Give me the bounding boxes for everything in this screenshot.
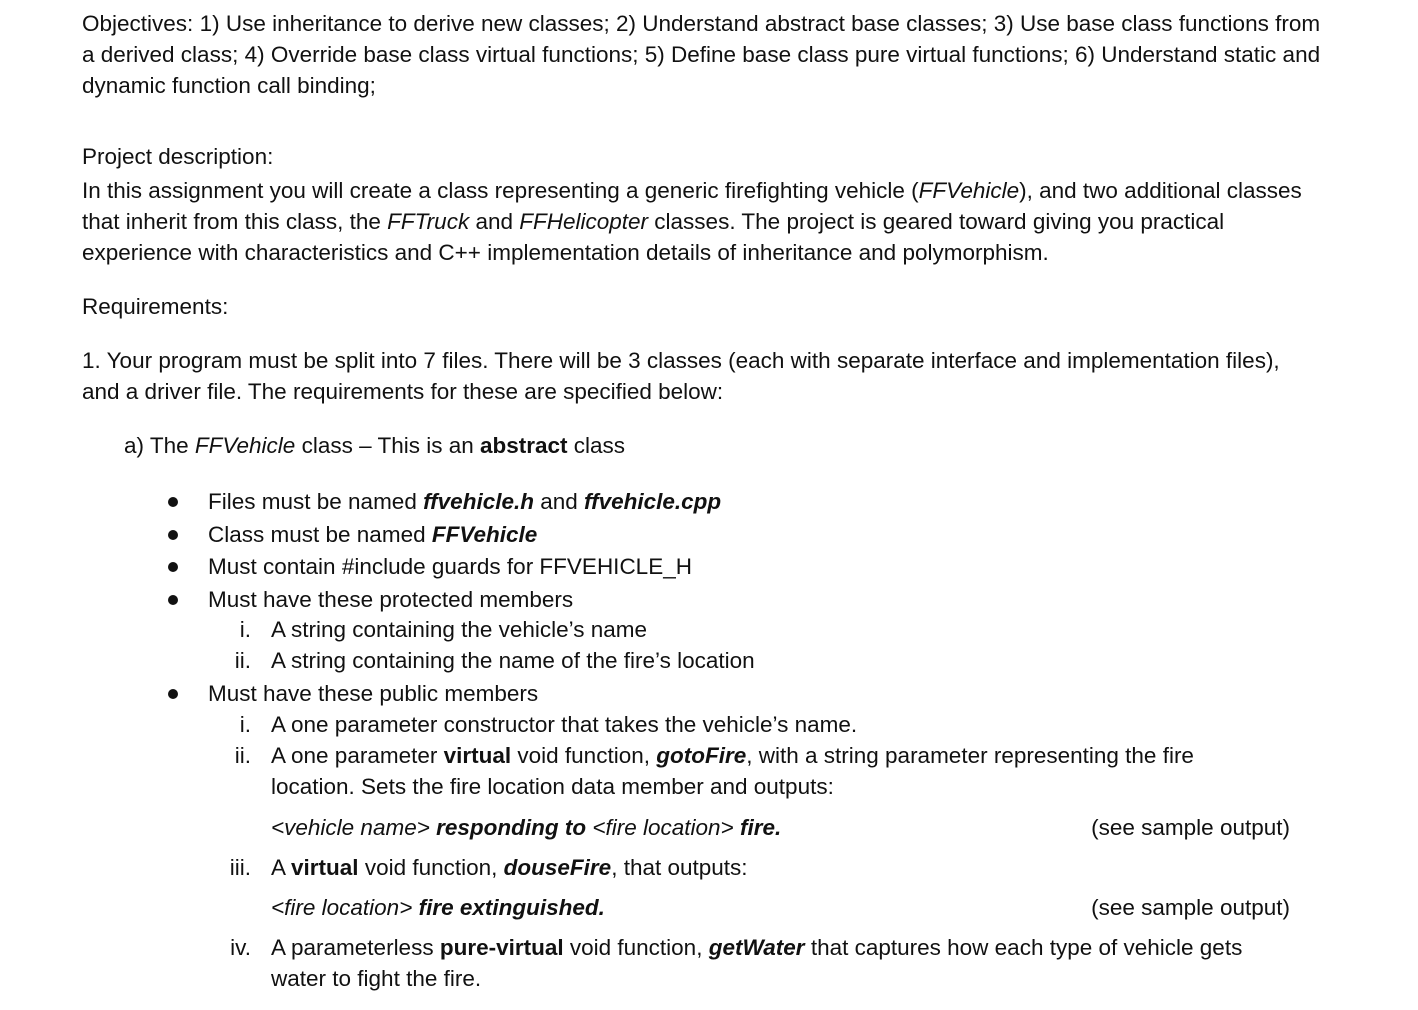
public-item-4-pre: A parameterless <box>271 935 440 960</box>
see-sample-output-2: (see sample output) <box>1091 895 1290 920</box>
output-2-location: <fire location> <box>271 895 419 920</box>
public-num-4: iv. <box>230 935 251 960</box>
function-name-getwater: getWater <box>708 935 805 960</box>
see-sample-output-1: (see sample output) <box>1091 815 1290 840</box>
output-2-extinguished: fire extinguished. <box>418 895 605 920</box>
bullet-dot <box>168 562 178 572</box>
bullet-files <box>208 486 721 517</box>
project-paragraph <box>82 175 1322 268</box>
file-name-h: ffvehicle.h <box>423 489 534 514</box>
public-item-3-pre: A <box>271 855 292 880</box>
objectives-label: Objectives: <box>82 11 194 36</box>
project-text-4: classes. The project is geared toward giving you practical experience with characteristics and C++ implementation details of inheritance and polymorphism. <box>82 209 1225 265</box>
public-item-2-bold: virtual <box>443 743 512 768</box>
public-item-2 <box>271 740 1256 802</box>
public-item-2-mid: void function, <box>511 743 657 768</box>
objectives-text: 1) Use inheritance to derive new classes; 2) Understand abstract base classes; 3) Use base class functions from a derived class; 4) Override base class virtual functions; 5) Define base class pure virtual functions; 6) Understand static and dynamic function call binding; <box>82 11 1321 98</box>
project-heading: Project description: <box>82 144 274 169</box>
public-item-2-post: , with a string parameter representing the fire location. Sets the fire location data member and outputs: <box>271 743 1194 799</box>
public-item-4-post: that captures how each type of vehicle gets water to fight the fire. <box>271 935 1243 991</box>
public-item-4 <box>271 932 1291 994</box>
public-item-3-post: , that outputs: <box>611 855 748 880</box>
public-num-3: iii. <box>229 855 251 880</box>
protected-item-1: A string containing the vehicle’s name <box>271 617 648 642</box>
public-item-3-mid: void function, <box>358 855 504 880</box>
project-text-3: and <box>469 209 520 234</box>
file-name-cpp: ffvehicle.cpp <box>584 489 722 514</box>
function-name-dousefire: douseFire <box>503 855 612 880</box>
bullet-dot <box>168 689 178 699</box>
bullet-files-and: and <box>533 489 585 514</box>
bullet-dot <box>168 595 178 605</box>
bullet-dot <box>168 497 178 507</box>
requirement-1-text: 1. Your program must be split into 7 files. There will be 3 classes (each with separate interface and implementation files), and a driver file. The requirements for these are specified below: <box>82 348 1280 404</box>
output-1-vehicle: <vehicle name> <box>271 815 437 840</box>
protected-num-1: i. <box>239 617 251 642</box>
requirements-heading: Requirements: <box>82 294 229 319</box>
output-1-fire: fire. <box>739 815 782 840</box>
class-name-fftruck: FFTruck <box>387 209 470 234</box>
public-item-2-pre: A one parameter <box>271 743 444 768</box>
bullet-class-name <box>208 519 537 550</box>
output-1-responding: responding to <box>436 815 587 840</box>
objectives-paragraph <box>82 8 1322 101</box>
output-format-1 <box>271 812 781 843</box>
public-item-3 <box>271 852 748 883</box>
bullet-files-text: Files must be named <box>208 489 424 514</box>
public-num-2: ii. <box>234 743 251 768</box>
public-num-1: i. <box>239 712 251 737</box>
function-name-gotofire: gotoFire <box>656 743 747 768</box>
section-a-mid: class – This is an <box>295 433 480 458</box>
public-item-3-bold: virtual <box>291 855 359 880</box>
class-name-bold: FFVehicle <box>431 522 538 547</box>
bullet-class-text: Class must be named <box>208 522 432 547</box>
section-a-prefix: a) The <box>124 433 195 458</box>
public-item-4-mid: void function, <box>563 935 709 960</box>
project-text-2: ), and two additional classes that inherit from this class, the <box>82 178 1302 234</box>
protected-num-2: ii. <box>234 648 251 673</box>
project-text-1: In this assignment you will create a class representing a generic firefighting vehicle ( <box>82 178 919 203</box>
requirement-1 <box>82 345 1307 407</box>
output-format-2 <box>271 892 605 923</box>
output-1-location: <fire location> <box>586 815 740 840</box>
protected-item-2: A string containing the name of the fire’s location <box>271 648 755 673</box>
public-item-1: A one parameter constructor that takes the vehicle’s name. <box>271 712 858 737</box>
class-name-ffvehicle: FFVehicle <box>918 178 1020 203</box>
bullet-dot <box>168 530 178 540</box>
section-a-class: FFVehicle <box>194 433 296 458</box>
bullet-public: Must have these public members <box>208 681 539 706</box>
bullet-protected: Must have these protected members <box>208 587 574 612</box>
bullet-include-guards: Must contain #include guards for FFVEHICLE_H <box>208 554 692 579</box>
section-a-heading <box>124 430 625 461</box>
section-a-suffix: class <box>567 433 626 458</box>
class-name-ffhelicopter: FFHelicopter <box>519 209 649 234</box>
public-item-4-bold: pure-virtual <box>439 935 564 960</box>
section-a-bold: abstract <box>480 433 568 458</box>
